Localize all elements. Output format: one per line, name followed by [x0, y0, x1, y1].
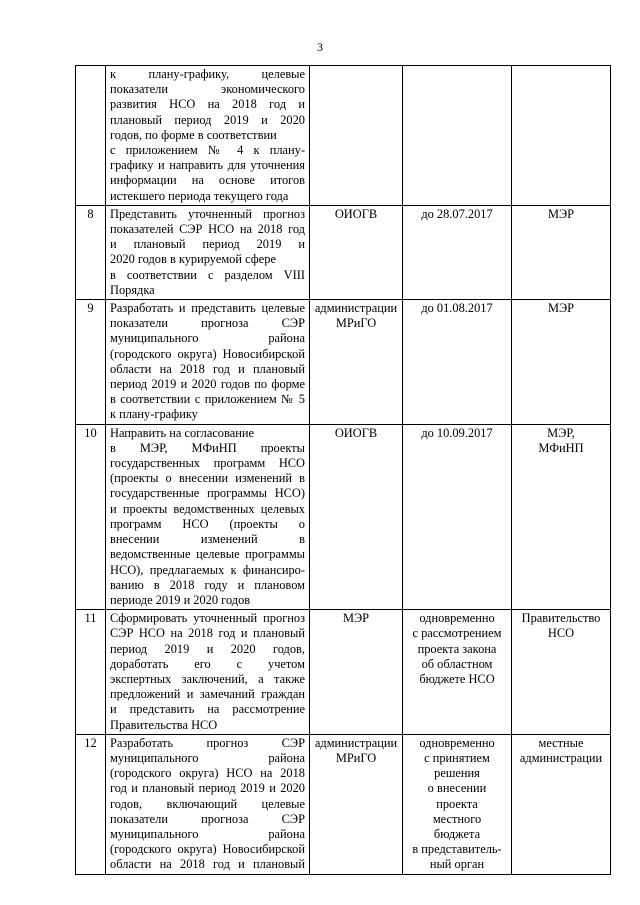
task-line: 2020 годов в курируемой сфере — [110, 252, 276, 267]
task-line: и проекты ведомственных целевых — [110, 501, 305, 516]
control-cell — [512, 424, 611, 609]
deadline-cell — [403, 610, 512, 735]
task-line: (городского округа) Новосибирской — [110, 842, 305, 857]
task-line: (проекты о внесении изменений в — [110, 471, 305, 486]
task-line: показатели прогноза СЭР — [110, 316, 305, 331]
deadline-cell-line: проекта — [436, 796, 478, 811]
control-cell-line: МЭР — [547, 206, 575, 221]
task-line: в соответствии с приложением № 5 — [110, 392, 305, 407]
task-cell — [106, 205, 310, 299]
task-line: НСО), предлагаемых к финансиро- — [110, 562, 305, 577]
task-line: внесении изменений в — [110, 532, 305, 547]
task-line: показатели прогноза СЭР — [110, 811, 305, 826]
task-line: области на 2018 год и плановый — [110, 361, 305, 376]
task-line: информации на основе итогов — [110, 173, 305, 188]
row-number — [76, 66, 106, 206]
row-number: 9 — [76, 300, 106, 425]
control-cell — [512, 205, 611, 299]
task-line: показатели экономического — [110, 82, 305, 97]
control-cell-line: местные — [538, 735, 584, 750]
task-cell — [106, 610, 310, 735]
executor-cell-line: МЭР — [342, 611, 370, 626]
control-cell — [512, 300, 611, 425]
task-line: развития НСО на 2018 год и — [110, 97, 305, 112]
table-row — [76, 300, 611, 425]
task-line: государственных программ НСО — [110, 456, 305, 471]
executor-cell-line: МРиГО — [335, 750, 377, 765]
deadline-cell — [403, 734, 512, 874]
task-line: ванию в 2018 году и плановом — [110, 577, 305, 592]
task-line: (городского округа) Новосибирской — [110, 346, 305, 361]
task-line: периоде 2019 и 2020 годов — [110, 592, 251, 607]
deadline-cell-line: бюджета — [433, 826, 481, 841]
task-line: графику и направить для уточнения — [110, 158, 305, 173]
control-cell-line: НСО — [547, 626, 575, 641]
deadline-cell — [403, 300, 512, 425]
executor-cell-line: ОИОГВ — [334, 425, 378, 440]
row-number: 11 — [76, 610, 106, 735]
row-number: 10 — [76, 424, 106, 609]
executor-cell-line: администрации — [314, 735, 398, 750]
deadline-cell-line: с принятием — [424, 750, 490, 765]
deadline-cell-line: местного — [432, 811, 482, 826]
task-line: Представить уточненный прогноз — [110, 206, 305, 221]
task-cell — [106, 66, 310, 206]
task-line: доработать его с учетом — [110, 656, 305, 671]
task-line: период 2019 и 2020 годов, — [110, 641, 305, 656]
control-cell-line: администрации — [519, 750, 603, 765]
task-line: показателей СЭР НСО на 2018 год — [110, 222, 305, 237]
task-line: истекшего периода текущего года — [110, 188, 289, 203]
deadline-cell-line: решения — [434, 766, 480, 781]
executor-cell — [310, 66, 403, 206]
deadline-cell-line: до 28.07.2017 — [421, 206, 493, 221]
task-line: годов, включающий целевые — [110, 796, 305, 811]
table-row — [76, 610, 611, 735]
task-line: к плану-графику, целевые — [110, 67, 305, 81]
executor-cell — [310, 424, 403, 609]
task-line: плановый период 2019 и 2020 — [110, 112, 305, 127]
table-row — [76, 66, 611, 206]
deadline-cell-line: до 01.08.2017 — [421, 301, 493, 316]
task-line: период 2019 и 2020 годов по форме — [110, 377, 305, 392]
task-line: государственные программы НСО) — [110, 486, 305, 501]
task-line: Разработать прогноз СЭР — [110, 735, 305, 750]
executor-cell — [310, 205, 403, 299]
task-line: Направить на согласование — [110, 425, 254, 440]
deadline-cell-line: с рассмотрением — [412, 626, 502, 641]
task-line: и плановый период 2019 и — [110, 237, 305, 252]
task-line: с приложением № 4 к плану- — [110, 143, 305, 158]
task-line: муниципального района — [110, 826, 305, 841]
task-line: Порядка — [110, 282, 155, 297]
deadline-cell-line: проекта закона — [417, 641, 497, 656]
control-cell-line: МФиНП — [538, 440, 584, 455]
deadline-cell-line: о внесении — [427, 781, 487, 796]
task-line: в соответствии с разделом VIII — [110, 267, 305, 282]
table-row — [76, 734, 611, 874]
control-cell — [512, 610, 611, 735]
task-line: программ НСО (проекты о — [110, 516, 305, 531]
table-row — [76, 424, 611, 609]
task-cell — [106, 424, 310, 609]
task-line: и представить на рассмотрение — [110, 702, 305, 717]
task-line: СЭР НСО на 2018 год и плановый — [110, 626, 305, 641]
executor-cell — [310, 734, 403, 874]
task-line: в МЭР, МФиНП проекты — [110, 440, 305, 455]
control-cell-line: Правительство — [521, 611, 601, 626]
plan-schedule-table — [75, 65, 611, 875]
task-line: годов, по форме в соответствии — [110, 127, 277, 142]
task-line: области на 2018 год и плановый — [110, 857, 305, 872]
task-line: муниципального района — [110, 750, 305, 765]
deadline-cell-line: ный орган — [429, 857, 485, 872]
executor-cell — [310, 610, 403, 735]
deadline-cell-line: бюджете НСО — [419, 671, 495, 686]
executor-cell — [310, 300, 403, 425]
row-number: 8 — [76, 205, 106, 299]
task-line: Разработать и представить целевые — [110, 301, 305, 316]
task-cell — [106, 300, 310, 425]
deadline-cell-line: об областном — [421, 656, 493, 671]
control-cell — [512, 734, 611, 874]
task-line: (городского округа) НСО на 2018 — [110, 766, 305, 781]
executor-cell-line: МРиГО — [335, 316, 377, 331]
task-cell — [106, 734, 310, 874]
task-line: муниципального района — [110, 331, 305, 346]
task-line: Правительства НСО — [110, 717, 218, 732]
task-line: год и плановый период 2019 и 2020 — [110, 781, 305, 796]
deadline-cell-line: до 10.09.2017 — [421, 425, 493, 440]
executor-cell-line: администрации — [314, 301, 398, 316]
plan-table-body — [76, 66, 611, 875]
task-line: к плану-графику — [110, 407, 198, 422]
control-cell-line: МЭР, — [547, 425, 575, 440]
row-number: 12 — [76, 734, 106, 874]
task-line: Сформировать уточненный прогноз — [110, 611, 305, 626]
page-number: 3 — [317, 40, 323, 54]
deadline-cell — [403, 424, 512, 609]
task-line: предложений и замечаний граждан — [110, 687, 305, 702]
control-cell — [512, 66, 611, 206]
control-cell-line: МЭР — [547, 301, 575, 316]
table-row — [76, 205, 611, 299]
deadline-cell — [403, 66, 512, 206]
deadline-cell-line: в представитель- — [412, 842, 502, 857]
task-line: экспертных заключений, а также — [110, 671, 305, 686]
task-line: ведомственные целевые программы — [110, 547, 305, 562]
deadline-cell — [403, 205, 512, 299]
deadline-cell-line: одновременно — [419, 611, 495, 626]
executor-cell-line: ОИОГВ — [334, 206, 378, 221]
deadline-cell-line: одновременно — [419, 735, 495, 750]
